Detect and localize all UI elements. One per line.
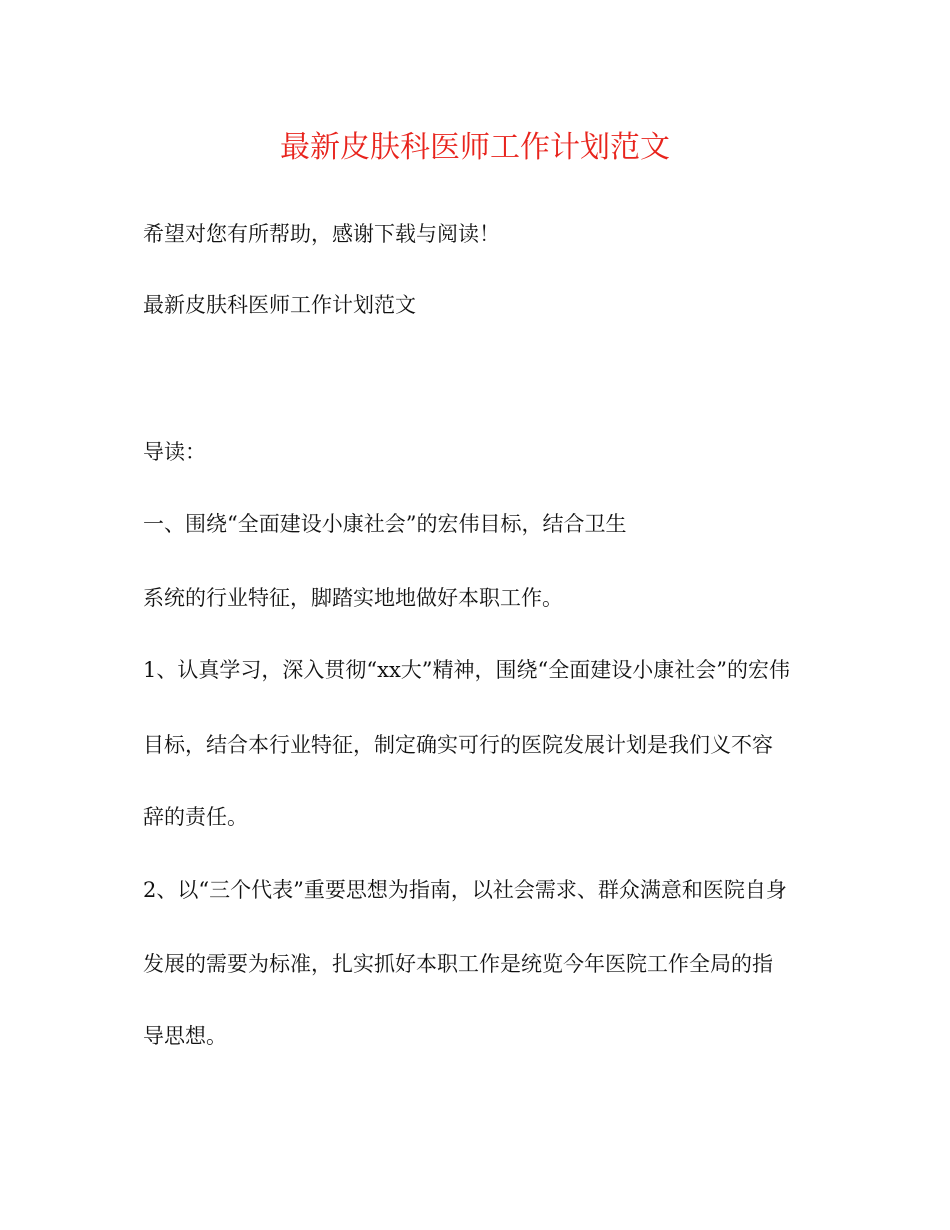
intro-line: 希望对您有所帮助，感谢下载与阅读！ bbox=[143, 222, 500, 246]
document-title: 最新皮肤科医师工作计划范文 bbox=[280, 130, 670, 165]
paragraph-line: 辞的责任。 bbox=[143, 805, 248, 829]
subtitle-line: 最新皮肤科医师工作计划范文 bbox=[143, 293, 416, 317]
paragraph-line: 导思想。 bbox=[143, 1024, 227, 1048]
guide-label: 导读： bbox=[143, 440, 206, 464]
paragraph-line: 1、认真学习，深入贯彻“xx大”精神，围绕“全面建设小康社会”的宏伟 bbox=[143, 658, 790, 682]
paragraph-line: 发展的需要为标准，扎实抓好本职工作是统览今年医院工作全局的指 bbox=[143, 952, 773, 976]
paragraph-line: 目标，结合本行业特征，制定确实可行的医院发展计划是我们义不容 bbox=[143, 733, 773, 757]
paragraph-line: 系统的行业特征，脚踏实地地做好本职工作。 bbox=[143, 586, 563, 610]
paragraph-line: 一、围绕“全面建设小康社会”的宏伟目标，结合卫生 bbox=[143, 512, 627, 536]
paragraph-line: 2、以“三个代表”重要思想为指南，以社会需求、群众满意和医院自身 bbox=[143, 878, 787, 902]
